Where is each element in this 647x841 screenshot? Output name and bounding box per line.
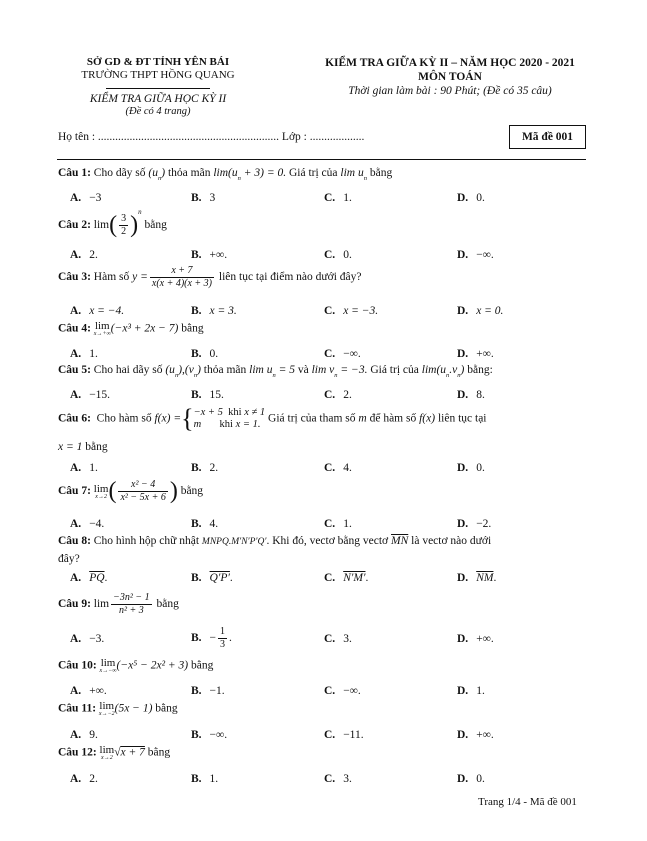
q8-option-d: D. $\overline{NM}$. bbox=[457, 572, 497, 584]
q4-option-d: D. +∞. bbox=[457, 348, 494, 360]
q9-option-d: D. +∞. bbox=[457, 633, 494, 645]
question-1: Câu 1: Cho dãy số $(u_n)$ thỏa mãn $\lim(u_n + 3) = 0$. Giá trị của $\lim u_n$ bằng bbox=[58, 167, 393, 182]
q6-option-a: A. 1. bbox=[70, 462, 98, 474]
q5-option-c: C. 2. bbox=[324, 389, 352, 401]
q5-option-a: A. −15. bbox=[70, 389, 111, 401]
q12-option-a: A. 2. bbox=[70, 773, 98, 785]
q7-option-c: C. 1. bbox=[324, 518, 352, 530]
q9-option-a: A. −3. bbox=[70, 633, 105, 645]
q7-option-d: D. −2. bbox=[457, 518, 492, 530]
q9-option-b: B. − $\frac{1}{3}$ . bbox=[191, 626, 232, 650]
question-3: Câu 3: Hàm số y = $\frac{x + 7}{x(x + 4)(x + 3)}$ liên tục tại điểm nào dưới đây? bbox=[58, 265, 362, 289]
page-footer: Trang 1/4 - Mã đề 001 bbox=[478, 796, 577, 808]
q1-option-a: A. −3 bbox=[70, 192, 102, 204]
question-11: Câu 11: lim x→−2 (5x − 1) bằng bbox=[58, 700, 178, 717]
question-4: Câu 4: lim x→+∞ (−x³ + 2x − 7) bằng bbox=[58, 320, 204, 337]
q5-option-d: D. 8. bbox=[457, 389, 485, 401]
exam-code-box: Mã đề 001 bbox=[509, 125, 586, 149]
q3-option-a: A. x = −4. bbox=[70, 305, 125, 317]
q3-option-b: B. x = 3. bbox=[191, 305, 237, 317]
question-7: Câu 7: lim x→2 ( $\frac{\text{x² − 4}}{\text{x² − 5x + 6}}$ ) bằng bbox=[58, 478, 204, 504]
header-divider bbox=[106, 88, 210, 89]
q11-option-c: C. −11. bbox=[324, 729, 364, 741]
question-9: Câu 9: lim $\frac{\text{−3n² − 1}}{\text{n² + 3}}$ bằng bbox=[58, 592, 179, 616]
header-rule bbox=[57, 159, 586, 160]
header-left bbox=[58, 56, 258, 118]
q6-option-d: D. 0. bbox=[457, 462, 485, 474]
school-name: TRƯỜNG THPT HỒNG QUANG bbox=[81, 69, 235, 81]
exam-title: KIỂM TRA GIỮA KỲ II – NĂM HỌC 2020 - 2021 bbox=[325, 57, 575, 69]
q2-option-a: A. 2. bbox=[70, 249, 98, 261]
q3-option-c: C. x = −3. bbox=[324, 305, 379, 317]
subject: MÔN TOÁN bbox=[418, 71, 482, 83]
question-5: Câu 5: Cho hai dãy số $(u_n),(v_n)$ thỏa mãn $\lim u_n = 5$ và $\lim v_n = -3$. Giá trị của $\lim(u_n.v_n)$ bằng: bbox=[58, 364, 493, 379]
student-info-line: Họ tên : ............................................................... Lớp : ................... bbox=[58, 131, 365, 143]
pages-note: (Đề có 4 trang) bbox=[125, 106, 191, 117]
question-12: Câu 12: lim x→2 √x + 7 bằng bbox=[58, 744, 171, 761]
q6-option-c: C. 4. bbox=[324, 462, 352, 474]
question-6-cont: x = 1 bằng bbox=[58, 441, 108, 453]
header-right bbox=[300, 56, 600, 98]
q11-option-d: D. +∞. bbox=[457, 729, 494, 741]
q12-option-d: D. 0. bbox=[457, 773, 485, 785]
q2-option-c: C. 0. bbox=[324, 249, 352, 261]
q6-option-b: B. 2. bbox=[191, 462, 219, 474]
exam-name-left: KIỂM TRA GIỮA HỌC KỲ II bbox=[89, 93, 227, 105]
dept-name: SỞ GD & ĐT TỈNH YÊN BÁI bbox=[86, 56, 230, 68]
q7-option-a: A. −4. bbox=[70, 518, 105, 530]
q1-option-c: C. 1. bbox=[324, 192, 352, 204]
q7-option-b: B. 4. bbox=[191, 518, 219, 530]
q2-option-b: B. +∞. bbox=[191, 249, 228, 261]
q10-option-b: B. −1. bbox=[191, 685, 225, 697]
q4-option-a: A. 1. bbox=[70, 348, 98, 360]
q10-option-d: D. 1. bbox=[457, 685, 485, 697]
question-2: Câu 2: lim( $\frac{3}{2}$ )$^n$ bằng bbox=[58, 208, 167, 238]
q4-option-b: B. 0. bbox=[191, 348, 219, 360]
q11-option-b: B. −∞. bbox=[191, 729, 228, 741]
q12-option-c: C. 3. bbox=[324, 773, 352, 785]
question-8: Câu 8: Cho hình hộp chữ nhật MNPQ.M′N′P′Q′. Khi đó, vectơ bằng vectơ $\overline{MN}$ là vectơ nào dưới bbox=[58, 535, 492, 547]
q11-option-a: A. 9. bbox=[70, 729, 98, 741]
q8-option-b: B. Q′P′. bbox=[191, 572, 233, 584]
q1-option-b: B. 3 bbox=[191, 192, 216, 204]
q8-option-c: C. N′M′. bbox=[324, 572, 369, 584]
q3-option-d: D. x = 0. bbox=[457, 305, 504, 317]
time-note: Thời gian làm bài : 90 Phút; (Đề có 35 câu) bbox=[348, 85, 552, 97]
question-10: Câu 10: lim x→−∞ (−x⁵ − 2x² + 3) bằng bbox=[58, 657, 214, 674]
q5-option-b: B. 15. bbox=[191, 389, 224, 401]
q8-option-a: A. $\overline{PQ}$. bbox=[70, 572, 108, 584]
q12-option-b: B. 1. bbox=[191, 773, 219, 785]
q2-option-d: D. −∞. bbox=[457, 249, 494, 261]
q9-option-c: C. 3. bbox=[324, 633, 352, 645]
question-6: Câu 6: Cho hàm số f(x) ={−x + 5 khi x ≠ 1 m khi x = 1. Giá trị của tham số m để hàm số f(x) liên tục tại bbox=[58, 404, 487, 433]
q1-option-d: D. 0. bbox=[457, 192, 485, 204]
q10-option-a: A. +∞. bbox=[70, 685, 107, 697]
question-8-cont: đây? bbox=[58, 553, 80, 565]
q10-option-c: C. −∞. bbox=[324, 685, 361, 697]
q4-option-c: C. −∞. bbox=[324, 348, 361, 360]
